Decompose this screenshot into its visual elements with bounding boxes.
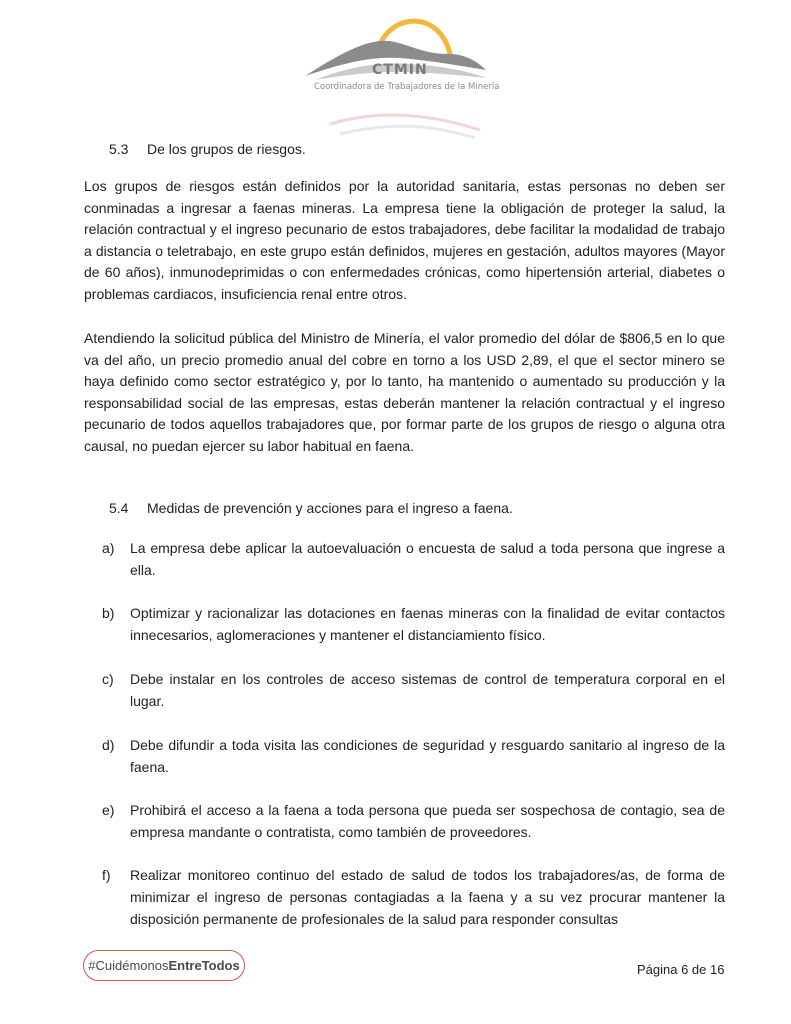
list-text: Debe instalar en los controles de acceso sistemas de control de temperatura corporal en el lugar. — [130, 671, 725, 709]
section-number: 5.4 — [109, 500, 129, 516]
paragraph-minister-request: Atendiendo la solicitud pública del Ministro de Minería, el valor promedio del dólar de $806,5 en lo que va del año, un precio promedio anual del cobre en torno a los USD 2,89, el que el sector minero se haya definido como sector estratégico y, por lo tanto, ha mantenido o aumentado su producción y la responsabilidad social de las empresas, estas deberán mantener la relación contractual y el ingreso pecunario de todos aquellos trabajadores que, por formar parte de los grupos de riesgo o alguna otra causal, no puedan ejercer su labor habitual en faena. — [84, 330, 725, 454]
list-text: La empresa debe aplicar la autoevaluación o encuesta de salud a toda persona que ingrese a ella. — [130, 540, 725, 578]
list-item — [102, 668, 725, 712]
list-text: Prohibirá el acceso a la faena a toda persona que pueda ser sospechosa de contagio, sea de empresa mandante o contratista, como también de proveedores. — [130, 802, 725, 840]
section-title: De los grupos de riesgos. — [147, 141, 306, 157]
list-marker: d) — [102, 737, 115, 753]
list-marker: a) — [102, 540, 115, 556]
list-item — [102, 537, 725, 581]
section-number: 5.3 — [109, 141, 129, 157]
list-item — [102, 799, 725, 843]
hashtag-bold: EntreTodos — [168, 958, 240, 973]
list-item — [102, 602, 725, 646]
page-number: Página 6 de 16 — [637, 962, 725, 977]
logo-name: CTMIN — [372, 62, 428, 78]
list-marker: e) — [102, 802, 115, 818]
ctmin-logo — [300, 14, 500, 140]
list-text: Realizar monitoreo continuo del estado de salud de todos los trabajadores/as, de forma de minimizar el ingreso de personas contagiadas a la faena y a su vez procurar mantener la disposición permanente de profesionales de la salud para responder consultas — [130, 867, 725, 927]
logo-subtitle: Coordinadora de Trabajadores de la Minería — [314, 82, 500, 92]
section-heading-5-4 — [109, 500, 513, 516]
list-marker: f) — [102, 867, 111, 883]
list-marker: b) — [102, 605, 115, 621]
paragraph-risk-groups: Los grupos de riesgos están definidos por la autoridad sanitaria, estas personas no deben ser conminadas a ingresar a faenas mineras. La empresa tiene la obligación de proteger la salud, la relación contractual y el ingreso pecunario de estos trabajadores, debe facilitar la modalidad de trabajo a distancia o teletrabajo, en este grupo están definidos, mujeres en gestación, adultos mayores (Mayor de 60 años), inmunodeprimidas o con enfermedades crónicas, como hipertensión arterial, diabetes o problemas cardiacos, insuficiencia renal entre otros. — [84, 178, 725, 302]
list-text: Debe difundir a toda visita las condiciones de seguridad y resguardo sanitario al ingreso de la faena. — [130, 737, 725, 775]
list-item — [102, 734, 725, 778]
section-title: Medidas de prevención y acciones para el ingreso a faena. — [147, 500, 513, 516]
list-text: Optimizar y racionalizar las dotaciones en faenas mineras con la finalidad de evitar contactos innecesarios, aglomeraciones y mantener el distanciamiento físico. — [130, 605, 725, 643]
list-item — [102, 864, 725, 930]
hashtag-badge — [83, 950, 245, 981]
section-heading-5-3 — [109, 141, 306, 157]
list-marker: c) — [102, 671, 114, 687]
hashtag-prefix: #Cuidémonos — [88, 958, 169, 973]
